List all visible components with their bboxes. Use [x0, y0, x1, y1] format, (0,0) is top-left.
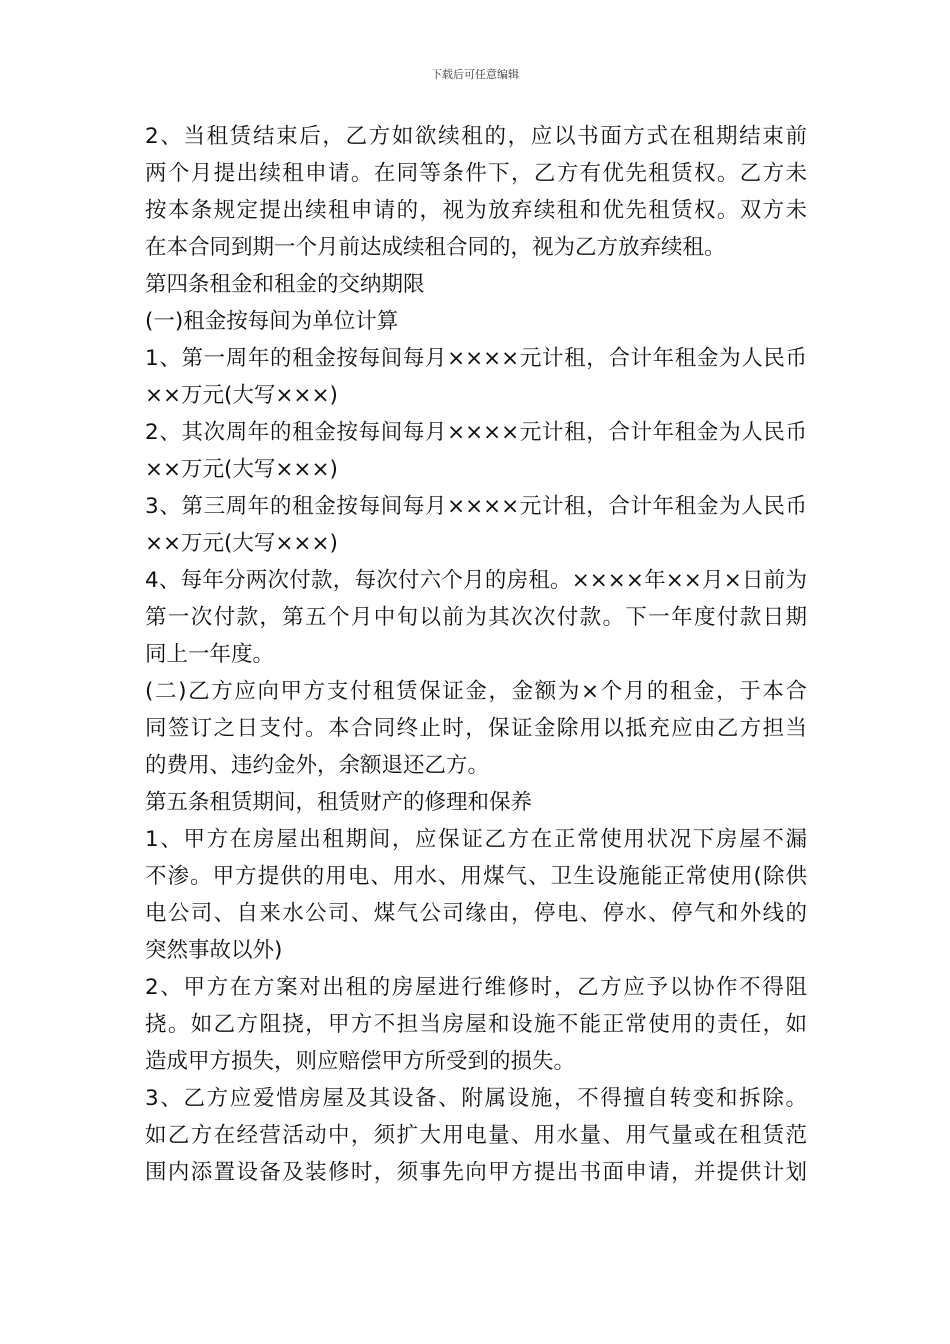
text-line: 同上一年度。 [145, 642, 275, 667]
text-line: 两个月提出续租申请。在同等条件下，乙方有优先租赁权。乙方未 [145, 161, 807, 186]
text-line: 在本合同到期一个月前达成续租合同的，视为乙方放弃续租。 [145, 235, 726, 260]
text-line: 第一次付款，第五个月中旬以前为其次次付款。下一年度付款日期 [145, 605, 807, 630]
text-line: 1、第一周年的租金按每间每月××××元计租，合计年租金为人民币 [145, 346, 807, 371]
text-line: ××万元(大写×××) [145, 457, 338, 482]
page-header: 下载后可任意编辑 [431, 68, 519, 81]
text-line: 4、每年分两次付款，每次付六个月的房租。××××年××月×日前为 [145, 568, 807, 593]
text-line: 3、乙方应爱惜房屋及其设备、附属设施，不得擅自转变和拆除。 [145, 1086, 807, 1111]
text-line: 突然事故以外) [145, 938, 283, 963]
text-line: (二)乙方应向甲方支付租赁保证金，金额为×个月的租金，于本合 [145, 679, 807, 704]
text-line: 1、甲方在房屋出租期间，应保证乙方在正常使用状况下房屋不漏 [145, 827, 807, 852]
text-line: 3、第三周年的租金按每间每月××××元计租，合计年租金为人民币 [145, 494, 807, 519]
text-line: 挠。如乙方阻挠，甲方不担当房屋和设施不能正常使用的责任，如 [145, 1012, 807, 1037]
text-line: 电公司、自来水公司、煤气公司缘由，停电、停水、停气和外线的 [145, 901, 807, 926]
text-line: 如乙方在经营活动中，须扩大用电量、用水量、用气量或在租赁范 [145, 1123, 807, 1148]
text-line: 造成甲方损失，则应赔偿甲方所受到的损失。 [145, 1049, 576, 1074]
text-line: 按本条规定提出续租申请的，视为放弃续租和优先租赁权。双方未 [145, 198, 807, 223]
text-line: ××万元(大写×××) [145, 383, 338, 408]
text-line: 第五条租赁期间，租赁财产的修理和保养 [145, 790, 533, 815]
text-line: 围内添置设备及装修时，须事先向甲方提出书面申请，并提供计划 [145, 1160, 807, 1185]
text-line: 2、当租赁结束后，乙方如欲续租的，应以书面方式在租期结束前 [145, 124, 807, 149]
text-line: 第四条租金和租金的交纳期限 [145, 272, 425, 297]
text-line: 不渗。甲方提供的用电、用水、用煤气、卫生设施能正常使用(除供 [145, 864, 807, 889]
text-line: 2、其次周年的租金按每间每月××××元计租，合计年租金为人民币 [145, 420, 807, 445]
document-body [145, 118, 807, 1191]
text-line: 2、甲方在方案对出租的房屋进行维修时，乙方应予以协作不得阻 [145, 975, 807, 1000]
text-line: (一)租金按每间为单位计算 [145, 309, 399, 334]
text-line: 同签订之日支付。本合同终止时，保证金除用以抵充应由乙方担当 [145, 716, 807, 741]
text-line: 的费用、违约金外，余额退还乙方。 [145, 753, 490, 778]
text-line: ××万元(大写×××) [145, 531, 338, 556]
